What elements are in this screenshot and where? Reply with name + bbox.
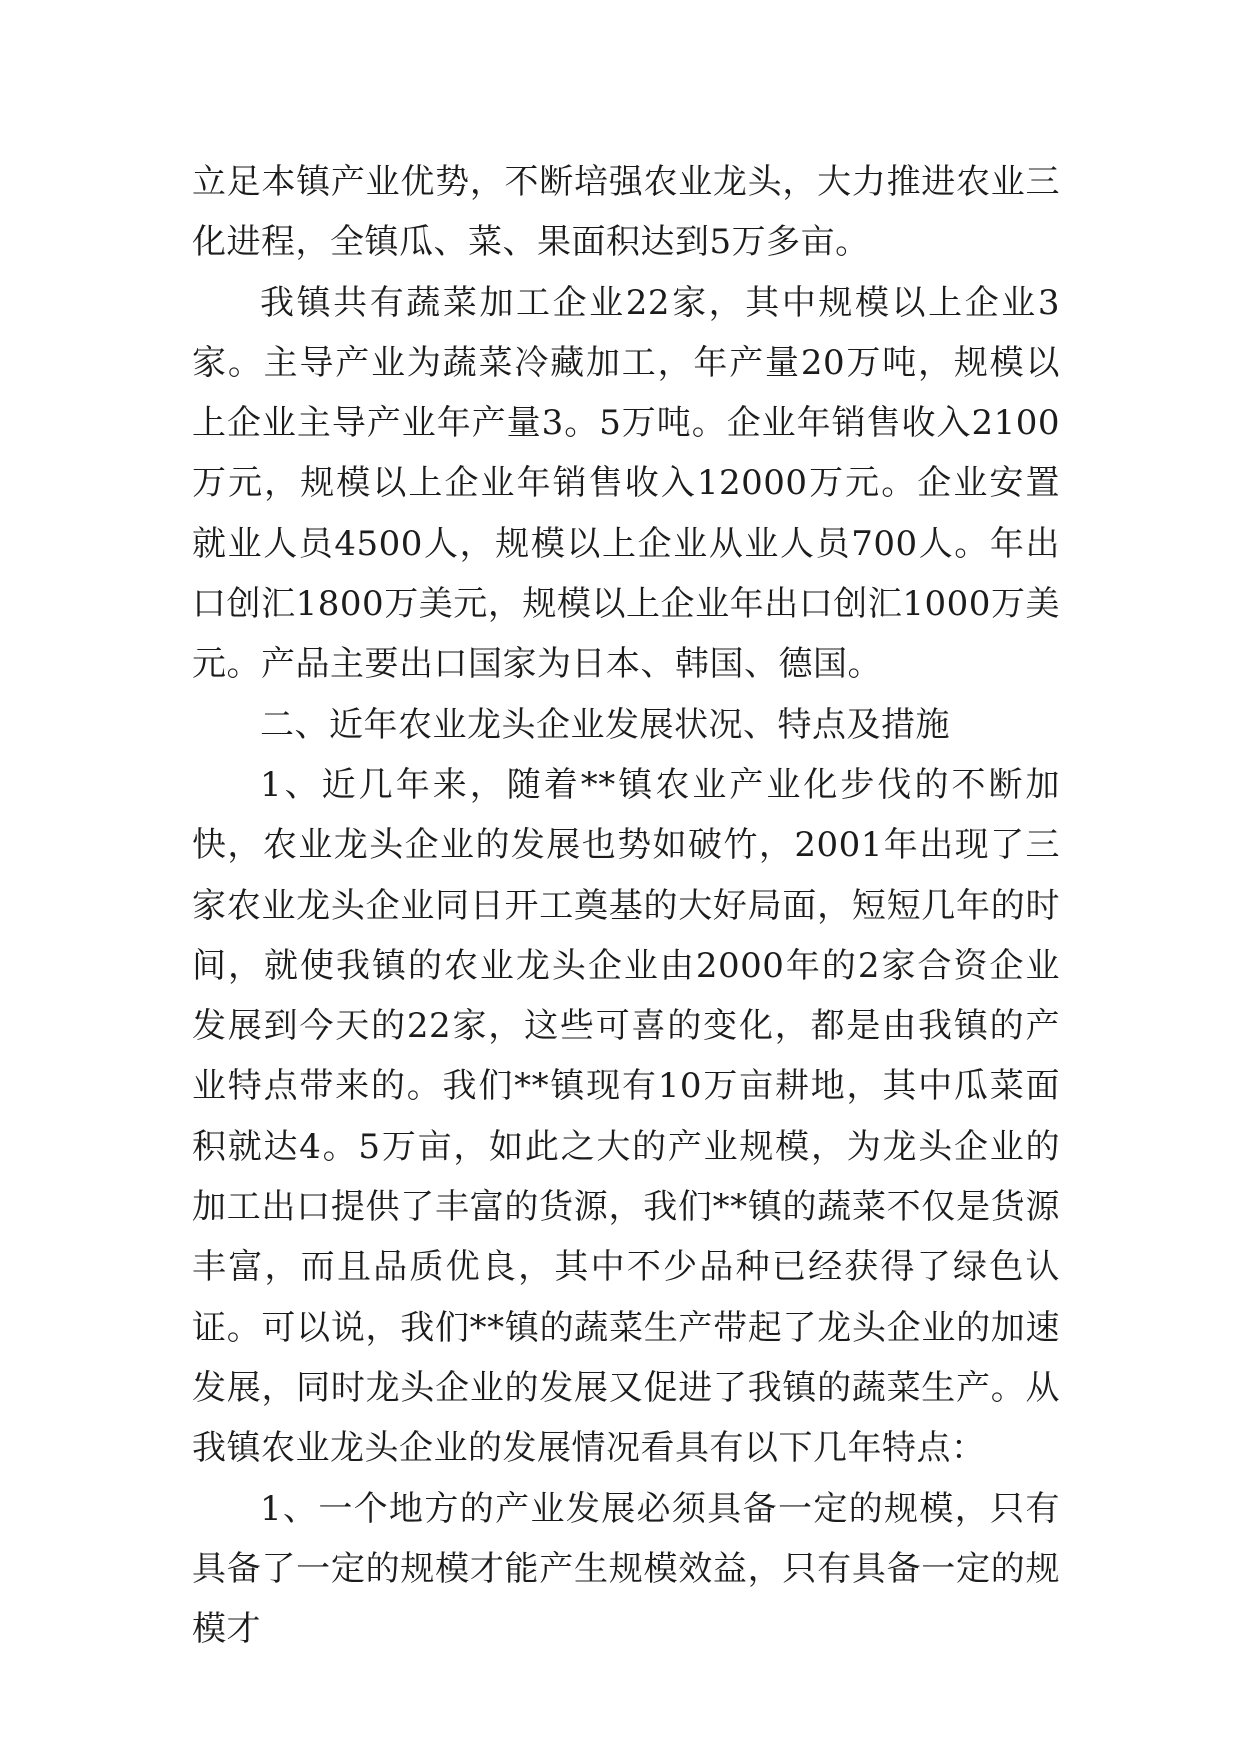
paragraph-1: 立足本镇产业优势，不断培强农业龙头，大力推进农业三化进程，全镇瓜、菜、果面积达到5万多亩。 xyxy=(192,162,1060,263)
section-heading: 二、近年农业龙头企业发展状况、特点及措施 xyxy=(260,704,950,745)
paragraph-3: 1、近几年来，随着**镇农业产业化步伐的不断加快，农业龙头企业的发展也势如破竹，2001年出现了三家农业龙头企业同日开工奠基的大好局面，短短几年的时间，就使我镇的农业龙头企业由2000年的2家合资企业发展到今天的22家，这些可喜的变化，都是由我镇的产业特点带来的。我们**镇现有10万亩耕地，其中瓜菜面积就达4。5万亩，如此之大的产业规模，为龙头企业的加工出口提供了丰富的货源，我们**镇的蔬菜不仅是货源丰富，而且品质优良，其中不少品种已经获得了绿色认证。可以说，我们**镇的蔬菜生产带起了龙头企业的加速发展，同时龙头企业的发展又促进了我镇的蔬菜生产。从我镇农业龙头企业的发展情况看具有以下几年特点： xyxy=(192,764,1060,1469)
paragraph-4: 1、一个地方的产业发展必须具备一定的规模，只有具备了一定的规模才能产生规模效益，只有具备一定的规模才 xyxy=(192,1488,1060,1650)
document-body xyxy=(192,152,1060,1659)
paragraph-2: 我镇共有蔬菜加工企业22家，其中规模以上企业3家。主导产业为蔬菜冷藏加工，年产量20万吨，规模以上企业主导产业年产量3。5万吨。企业年销售收入2100万元，规模以上企业年销售收入12000万元。企业安置就业人员4500人，规模以上企业从业人员700人。年出口创汇1800万美元，规模以上企业年出口创汇1000万美元。产品主要出口国家为日本、韩国、德国。 xyxy=(192,282,1060,685)
